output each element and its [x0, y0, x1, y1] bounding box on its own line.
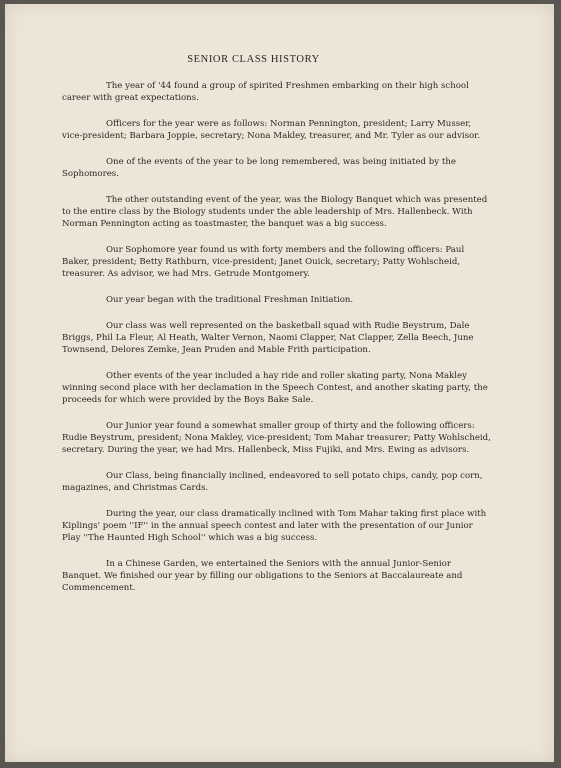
paragraph-freshman-intro: The year of '44 found a group of spirited Freshmen embarking on their high school career with great expectations.: [62, 81, 469, 103]
paragraph-sophomore-officers: Our Sophomore year found us with forty members and the following officers: Paul Baker, president; Betty Rathburn, vice-president; Janet Ouick, secretary; Patty Wohlscheid, treasurer. As advisor, we had Mrs. Getrude Montgomery.: [62, 245, 465, 279]
paragraph-freshman-initiation: Our year began with the traditional Freshman Initiation.: [106, 295, 354, 305]
paragraph-basketball: Our class was well represented on the basketball squad with Rudie Beystrum, Dale Briggs, Phil La Fleur, Al Heath, Walter Vernon, Naomi Clapper, Nat Clapper, Zella Beech, June Townsend, Delores Zemke, Jean Pruden and Mable Frith participation.: [62, 321, 474, 355]
paragraph-biology-banquet: The other outstanding event of the year, was the Biology Banquet which was presented to the entire class by the Biology students under the able leadership of Mrs. Hallenbeck. With Norman Pennington acting as toastmaster, the banquet was a big success.: [62, 195, 488, 229]
document-page: [5, 4, 554, 762]
paragraph-fundraising: Our Class, being financially inclined, endeavored to sell potato chips, candy, pop corn, magazines, and Christmas Cards.: [62, 471, 483, 493]
paragraph-freshman-officers: Officers for the year were as follows: Norman Pennington, president; Larry Musser, vice-president; Barbara Joppie, secretary; Nona Makley, treasurer, and Mr. Tyler as our advisor.: [62, 119, 481, 141]
paragraph-junior-officers: Our Junior year found a somewhat smaller group of thirty and the following officers: Rudie Beystrum, president; Nona Makley, vice-president; Tom Mahar treasurer; Patty Wohlscheid, secretary. During the year, we had Mrs. Hallenbeck, Miss Fujiki, and Mrs. Ewing as advisors.: [62, 421, 491, 455]
paragraph-sophomore-events: Other events of the year included a hay ride and roller skating party, Nona Makley winning second place with her declamation in the Speech Contest, and another skating party, the proceeds for which were provided by the Boys Bake Sale.: [62, 371, 488, 405]
document-body: [62, 80, 492, 608]
paragraph-junior-senior-banquet: In a Chinese Garden, we entertained the Seniors with the annual Junior-Senior Banquet. We finished our year by filling our obligations to the Seniors at Baccalaureate and Commencement.: [62, 559, 463, 593]
paragraph-speech-and-play: During the year, our class dramatically inclined with Tom Mahar taking first place with Kiplings' poem ''IF'' in the annual speech contest and later with the presentation of our Junior Play ''The Haunted High School'' which was a big success.: [62, 509, 487, 543]
paragraph-initiation: One of the events of the year to be long remembered, was being initiated by the Sophomores.: [62, 157, 456, 179]
document-title: SENIOR CLASS HISTORY: [187, 54, 320, 65]
